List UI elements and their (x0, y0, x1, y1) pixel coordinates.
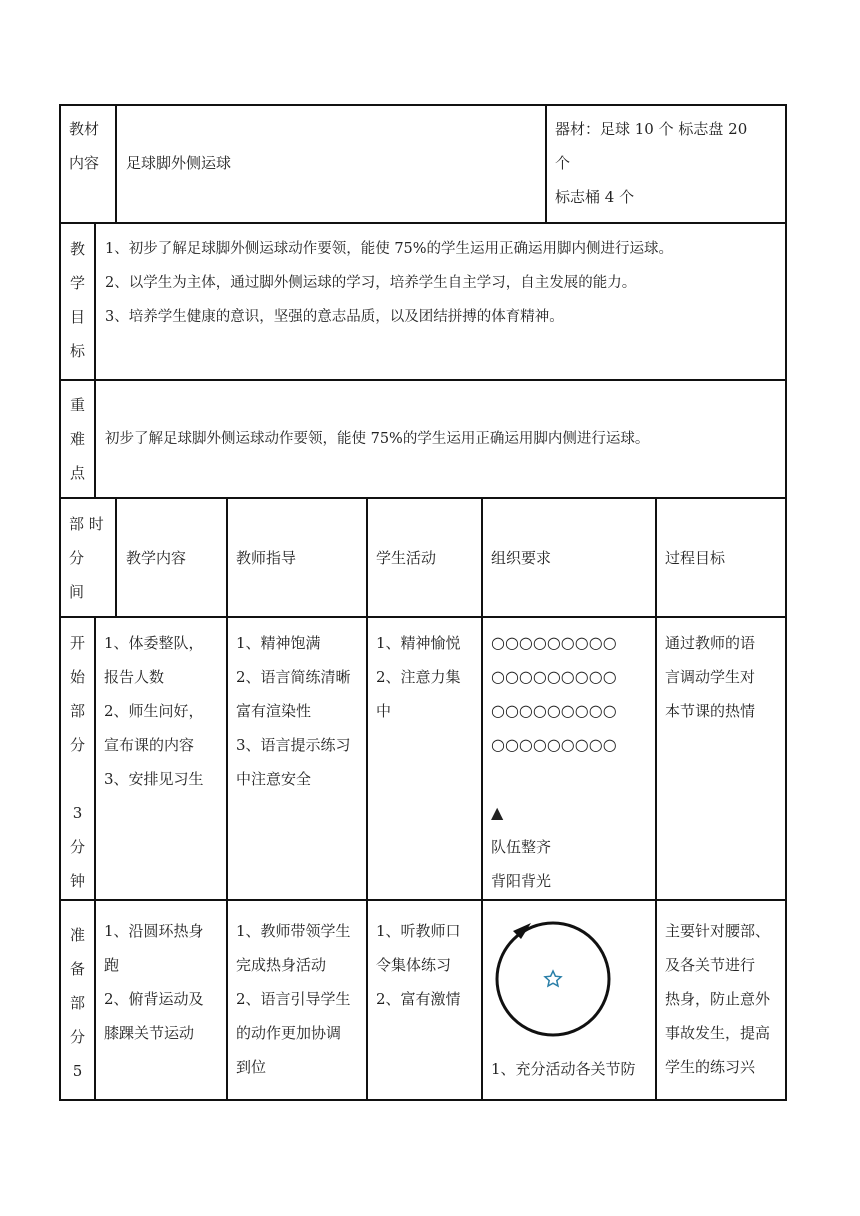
start-organization (491, 626, 655, 898)
phase-time-header-line: 分 (69, 549, 85, 567)
warmup-goal-line: 主要针对腰部、 (665, 922, 771, 940)
start-content (104, 626, 226, 796)
warmup-student-line: 令集体练习 (376, 956, 452, 974)
phase-time-header-line: 间 (69, 583, 85, 601)
warmup-teacher-line: 完成热身活动 (236, 956, 327, 974)
start-teacher-line: 1、精神饱满 (236, 634, 321, 652)
formation-row: ○○○○○○○○○ (491, 735, 617, 754)
formation-row: ○○○○○○○○○ (491, 633, 617, 652)
start-label-char: 钟 (69, 872, 85, 890)
material-label-line: 教材 (69, 120, 100, 138)
warmup-teacher-guidance (236, 914, 366, 1084)
warmup-goal-line: 学生的练习兴 (665, 1058, 756, 1076)
warmup-label-char: 备 (69, 960, 85, 978)
start-content-line: 2、师生问好， (104, 702, 204, 720)
table-border-right (785, 104, 787, 1101)
objectives-label-char: 教 (69, 240, 85, 258)
material-label (61, 112, 115, 180)
start-teacher-line: 3、语言提示练习 (236, 736, 351, 754)
row-divider (59, 497, 787, 499)
warmup-label-char: 部 (69, 994, 85, 1012)
material-content: 足球脚外侧运球 (126, 154, 232, 172)
key-points-label (61, 388, 94, 490)
header-organization: 组织要求 (491, 549, 552, 567)
start-label-char: 分 (69, 736, 85, 754)
key-points-label-char: 点 (69, 464, 85, 482)
warmup-org-note: 1、充分活动各关节防 (491, 1060, 636, 1078)
start-label-char: 3 (72, 804, 83, 822)
table-border-top (59, 104, 787, 106)
start-label-char: 部 (69, 702, 85, 720)
objectives-label-char: 标 (69, 342, 85, 360)
warmup-content-line: 膝踝关节运动 (104, 1024, 195, 1042)
equipment-line: 标志桶 4 个 (555, 188, 635, 206)
start-content-line: 宣布课的内容 (104, 736, 195, 754)
warmup-circle-diagram (483, 905, 655, 1045)
equipment-line: 个 (555, 154, 571, 172)
warmup-section-label (61, 918, 94, 1088)
start-student-line: 中 (376, 702, 392, 720)
start-section-label (61, 626, 94, 898)
warmup-student-activity (376, 914, 481, 1016)
key-points-label-char: 重 (69, 396, 85, 414)
objective-item: 2、以学生为主体，通过脚外侧运球的学习，培养学生自主学习，自主发展的能力。 (105, 275, 637, 291)
start-process-goal (665, 626, 785, 728)
col-divider (655, 497, 657, 1101)
warmup-process-goal (665, 914, 785, 1084)
header-teacher-guidance: 教师指导 (236, 549, 297, 567)
start-goal-line: 言调动学生对 (665, 668, 756, 686)
start-goal-line: 本节课的热情 (665, 702, 756, 720)
warmup-content-line: 1、沿圆环热身 (104, 922, 204, 940)
warmup-teacher-line: 的动作更加协调 (236, 1024, 342, 1042)
header-process-goal: 过程目标 (665, 549, 726, 567)
running-track-circle (497, 923, 609, 1035)
formation-row: ○○○○○○○○○ (491, 667, 617, 686)
warmup-label-char: 5 (72, 1062, 83, 1080)
start-label-char: 始 (69, 668, 85, 686)
phase-time-header-line: 部 时 (69, 515, 104, 533)
key-points-text: 初步了解足球脚外侧运球动作要领，能使 75%的学生运用正确运用脚内侧进行运球。 (105, 431, 650, 447)
equipment-line: 器材：足球 10 个 标志盘 20 (555, 120, 748, 138)
start-teacher-line: 富有渲染性 (236, 702, 312, 720)
row-divider (59, 616, 787, 618)
start-student-activity (376, 626, 481, 728)
start-content-line: 报告人数 (104, 668, 165, 686)
warmup-content-line: 2、俯背运动及 (104, 990, 204, 1008)
start-goal-line: 通过教师的语 (665, 634, 756, 652)
phase-time-header (69, 507, 115, 609)
objective-item: 1、初步了解足球脚外侧运球动作要领，能使 75%的学生运用正确运用脚内侧进行运球。 (105, 241, 674, 257)
objectives-label-char: 学 (69, 274, 85, 292)
warmup-label-char: 准 (69, 926, 85, 944)
teacher-marker-icon: ▲ (491, 803, 504, 822)
start-student-line: 1、精神愉悦 (376, 634, 461, 652)
formation-row: ○○○○○○○○○ (491, 701, 617, 720)
row-divider (59, 379, 787, 381)
spacer (491, 762, 655, 796)
warmup-content (104, 914, 226, 1050)
objective-item: 3、培养学生健康的意识，坚强的意志品质，以及团结拼搏的体育精神。 (105, 309, 564, 325)
col-divider (366, 497, 368, 1101)
col-divider (94, 616, 96, 1101)
warmup-goal-line: 事故发生，提高 (665, 1024, 771, 1042)
objectives-list (105, 232, 783, 334)
row-divider (59, 899, 787, 901)
org-note: 背阳背光 (491, 872, 552, 890)
header-student-activity: 学生活动 (376, 549, 437, 567)
warmup-student-line: 1、听教师口 (376, 922, 461, 940)
table-border-bottom (59, 1099, 787, 1101)
start-teacher-line: 2、语言简练清晰 (236, 668, 351, 686)
warmup-teacher-line: 1、教师带领学生 (236, 922, 351, 940)
org-note: 队伍整齐 (491, 838, 552, 856)
start-label-char: 分 (69, 838, 85, 856)
col-divider (115, 497, 117, 618)
warmup-goal-line: 及各关节进行 (665, 956, 756, 974)
row-divider (59, 222, 787, 224)
star-icon (545, 971, 561, 986)
header-teaching-content: 教学内容 (126, 549, 187, 567)
start-content-line: 3、安排见习生 (104, 770, 204, 788)
warmup-student-line: 2、富有激情 (376, 990, 461, 1008)
start-teacher-line: 中注意安全 (236, 770, 312, 788)
objectives-label-char: 目 (69, 308, 85, 326)
warmup-teacher-line: 到位 (236, 1058, 267, 1076)
key-points-label-char: 难 (69, 430, 85, 448)
start-label-char: 开 (69, 634, 85, 652)
warmup-goal-line: 热身，防止意外 (665, 990, 771, 1008)
start-teacher-guidance (236, 626, 366, 796)
equipment-list (555, 112, 785, 214)
col-divider (115, 104, 117, 224)
start-content-line: 1、体委整队， (104, 634, 204, 652)
col-divider (545, 104, 547, 224)
col-divider (94, 222, 96, 499)
warmup-teacher-line: 2、语言引导学生 (236, 990, 351, 1008)
warmup-content-line: 跑 (104, 956, 120, 974)
start-student-line: 2、注意力集 (376, 668, 461, 686)
material-label-line: 内容 (69, 154, 100, 172)
warmup-label-char: 分 (69, 1028, 85, 1046)
col-divider (226, 497, 228, 1101)
objectives-label (61, 232, 94, 368)
